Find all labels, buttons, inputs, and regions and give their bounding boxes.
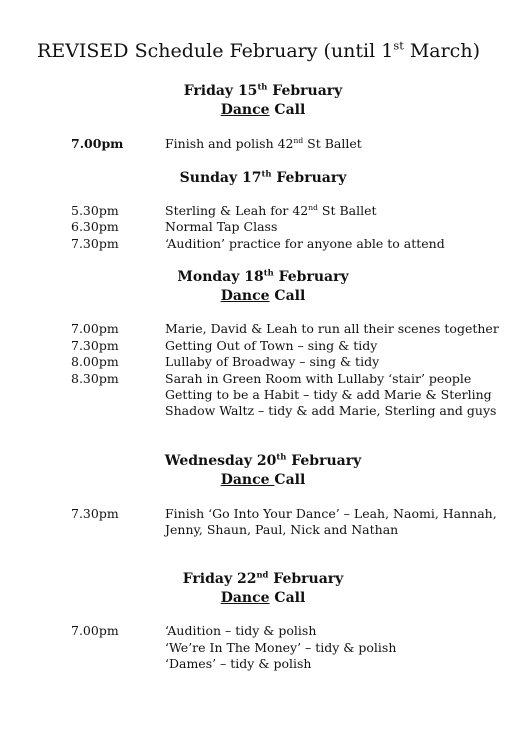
- row-activity: Finish and polish 42nd St Ballet: [165, 135, 362, 151]
- section-call-wednesday-20: Dance Call: [220, 472, 306, 488]
- section-heading-monday-18: Monday 18th February: [177, 267, 349, 285]
- row-activity: ‘We’re In The Money’ – tidy & polish: [165, 640, 397, 655]
- section-heading-wednesday-20: Wednesday 20th February: [164, 451, 362, 469]
- row-time: 7.00pm: [71, 136, 124, 151]
- row-activity: ‘Audition’ practice for anyone able to attend: [165, 236, 445, 251]
- row-time: 7.30pm: [71, 338, 119, 353]
- row-time: 7.00pm: [71, 623, 119, 638]
- row-time: 8.00pm: [71, 354, 119, 369]
- schedule-row: [0, 387, 517, 403]
- row-time: 7.30pm: [71, 506, 119, 521]
- schedule-row: [0, 403, 517, 419]
- row-activity: Shadow Waltz – tidy & add Marie, Sterling and guys: [165, 403, 497, 418]
- schedule-row: [0, 522, 517, 538]
- schedule-row: [0, 321, 517, 337]
- row-activity: ‘Dames’ – tidy & polish: [165, 656, 312, 671]
- section-call-friday-15: Dance Call: [220, 102, 306, 118]
- row-activity: Getting to be a Habit – tidy & add Marie & Sterling: [165, 387, 492, 402]
- schedule-row: [0, 236, 517, 252]
- schedule-row: [0, 506, 517, 522]
- section-heading-friday-22: Friday 22nd February: [182, 569, 344, 587]
- schedule-row: [0, 219, 517, 235]
- row-time: 8.30pm: [71, 371, 119, 386]
- schedule-row: [0, 371, 517, 387]
- section-heading-sunday-17: Sunday 17th February: [179, 168, 347, 186]
- row-activity: Lullaby of Broadway – sing & tidy: [165, 354, 380, 369]
- row-activity: Jenny, Shaun, Paul, Nick and Nathan: [165, 522, 399, 537]
- row-activity: Normal Tap Class: [165, 219, 278, 234]
- section-call-monday-18: Dance Call: [220, 288, 306, 304]
- row-activity: Marie, David & Leah to run all their scenes together: [165, 321, 499, 336]
- section-call-friday-22: Dance Call: [220, 590, 306, 606]
- schedule-row: [0, 656, 517, 672]
- schedule-row: [0, 640, 517, 656]
- schedule-row: [0, 338, 517, 354]
- schedule-row: [0, 203, 517, 219]
- schedule-row: [0, 136, 517, 152]
- row-activity: Getting Out of Town – sing & tidy: [165, 338, 378, 353]
- row-time: 6.30pm: [71, 219, 119, 234]
- row-activity: Sarah in Green Room with Lullaby ‘stair’ people: [165, 371, 472, 386]
- row-time: 7.00pm: [71, 321, 119, 336]
- row-time: 5.30pm: [71, 203, 119, 218]
- row-activity: Finish ‘Go Into Your Dance’ – Leah, Naomi, Hannah,: [165, 506, 497, 521]
- schedule-row: [0, 354, 517, 370]
- row-activity: Sterling & Leah for 42nd St Ballet: [165, 202, 377, 218]
- row-time: 7.30pm: [71, 236, 119, 251]
- schedule-row: [0, 623, 517, 639]
- row-activity: ‘Audition – tidy & polish: [165, 623, 317, 638]
- section-heading-friday-15: Friday 15th February: [183, 81, 343, 99]
- document-title: REVISED Schedule February (until 1st March): [37, 38, 480, 62]
